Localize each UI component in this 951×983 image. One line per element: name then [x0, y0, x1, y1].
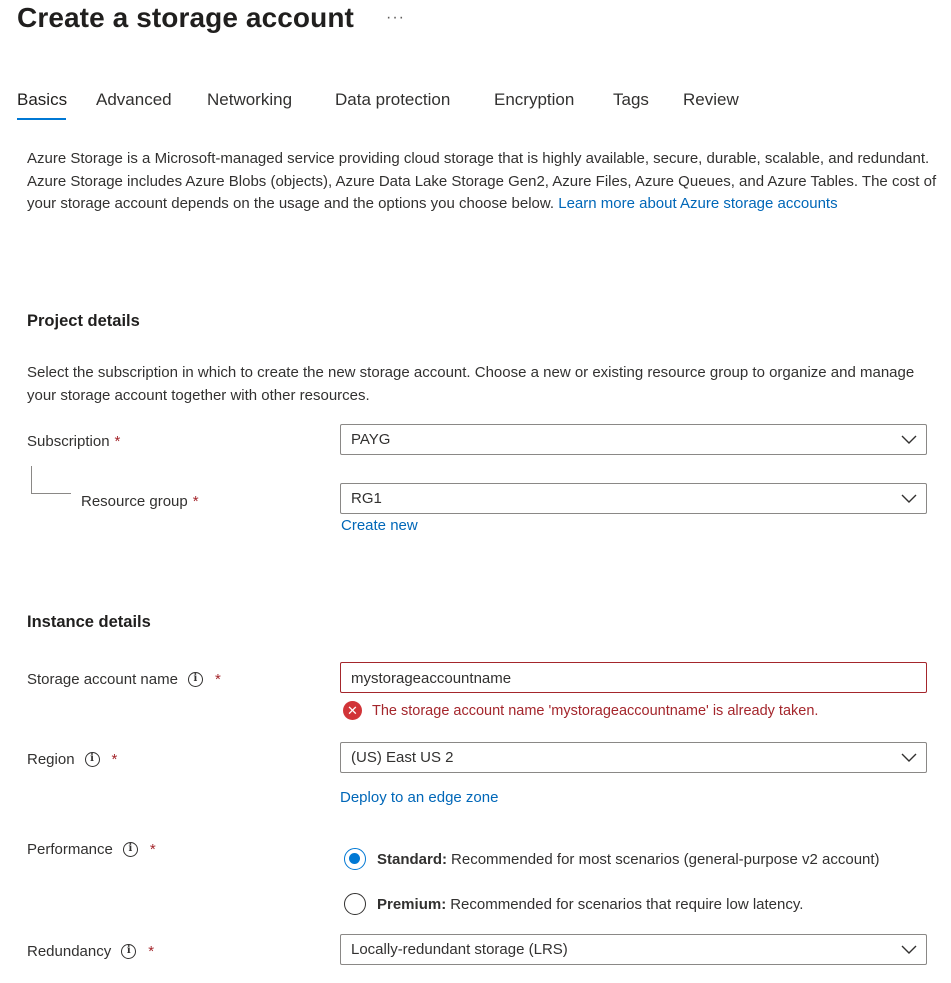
intro-text — [27, 148, 939, 216]
performance-option-premium[interactable] — [344, 893, 803, 915]
project-details-description: Select the subscription in which to create the new storage account. Choose a new or existing resource group to organize and manage your storage account together with other resources. — [27, 364, 915, 404]
required-marker: * — [214, 671, 221, 688]
learn-more-link[interactable]: Learn more about Azure storage accounts — [558, 195, 838, 212]
tab-advanced[interactable]: Advanced — [96, 90, 172, 109]
storage-account-name-label-text: Storage account name — [27, 671, 178, 688]
subscription-label-text: Subscription — [27, 433, 110, 450]
tree-connector-horizontal — [31, 493, 71, 494]
region-dropdown[interactable] — [340, 742, 927, 773]
required-marker: * — [148, 943, 155, 960]
subscription-label — [27, 433, 120, 450]
premium-title: Premium: — [377, 895, 447, 913]
error-icon: ✕ — [343, 701, 362, 720]
chevron-down-icon — [901, 943, 917, 955]
performance-label — [27, 841, 156, 858]
tab-review[interactable]: Review — [683, 90, 739, 109]
required-marker: * — [111, 751, 118, 768]
redundancy-dropdown[interactable] — [340, 934, 927, 965]
resource-group-label-text: Resource group — [81, 493, 188, 510]
info-icon[interactable]: i — [121, 944, 136, 959]
chevron-down-icon — [901, 492, 917, 504]
info-icon[interactable]: i — [188, 672, 203, 687]
instance-details-heading: Instance details — [27, 613, 151, 631]
storage-account-name-label — [27, 671, 221, 688]
redundancy-label — [27, 943, 154, 960]
required-marker: * — [149, 841, 156, 858]
tab-data-protection[interactable]: Data protection — [335, 90, 451, 109]
create-new-resource-group-link[interactable]: Create new — [341, 517, 418, 534]
performance-label-text: Performance — [27, 841, 113, 858]
tab-encryption[interactable]: Encryption — [494, 90, 575, 109]
redundancy-value: Locally-redundant storage (LRS) — [351, 941, 568, 958]
tab-networking[interactable]: Networking — [207, 90, 293, 109]
performance-option-standard[interactable] — [344, 848, 880, 870]
active-tab-indicator — [17, 118, 66, 120]
storage-account-name-input[interactable] — [340, 662, 927, 693]
tab-basics[interactable]: Basics — [17, 90, 68, 109]
region-label-text: Region — [27, 751, 75, 768]
info-icon[interactable]: i — [85, 752, 100, 767]
error-message: The storage account name 'mystorageaccountname' is already taken. — [372, 702, 819, 719]
standard-description: Recommended for most scenarios (general-purpose v2 account) — [451, 850, 880, 868]
region-label — [27, 751, 117, 768]
more-options-icon[interactable]: ··· — [386, 9, 405, 26]
deploy-edge-zone-link[interactable]: Deploy to an edge zone — [340, 789, 499, 806]
chevron-down-icon — [901, 433, 917, 445]
radio-unselected[interactable] — [344, 893, 366, 915]
page-title: Create a storage account — [17, 2, 354, 33]
resource-group-dropdown[interactable] — [340, 483, 927, 514]
resource-group-label — [81, 493, 199, 510]
tree-connector-vertical — [31, 466, 32, 493]
storage-account-name-value: mystorageaccountname — [351, 670, 512, 687]
info-icon[interactable]: i — [123, 842, 138, 857]
subscription-value: PAYG — [351, 431, 391, 448]
premium-description: Recommended for scenarios that require low latency. — [450, 895, 804, 913]
redundancy-label-text: Redundancy — [27, 943, 112, 960]
chevron-down-icon — [901, 751, 917, 763]
required-marker: * — [114, 433, 121, 450]
subscription-dropdown[interactable] — [340, 424, 927, 455]
resource-group-value: RG1 — [351, 490, 382, 507]
required-marker: * — [192, 493, 199, 510]
radio-selected[interactable] — [344, 848, 366, 870]
intro-description: Azure Storage is a Microsoft-managed service providing cloud storage that is highly available, secure, durable, scalable, and redundant. Azure Storage includes Azure Blobs (objects), Azure Data Lake Storage Gen2, Azure Files, Azure Queues, and Azure Tables. The cost of your storage account depends on the usage and the options you choose below. — [27, 150, 937, 212]
project-details-heading: Project details — [27, 312, 140, 330]
standard-title: Standard: — [377, 850, 448, 868]
tab-tags[interactable]: Tags — [613, 90, 649, 109]
storage-account-name-error — [343, 701, 818, 720]
region-value: (US) East US 2 — [351, 749, 454, 766]
